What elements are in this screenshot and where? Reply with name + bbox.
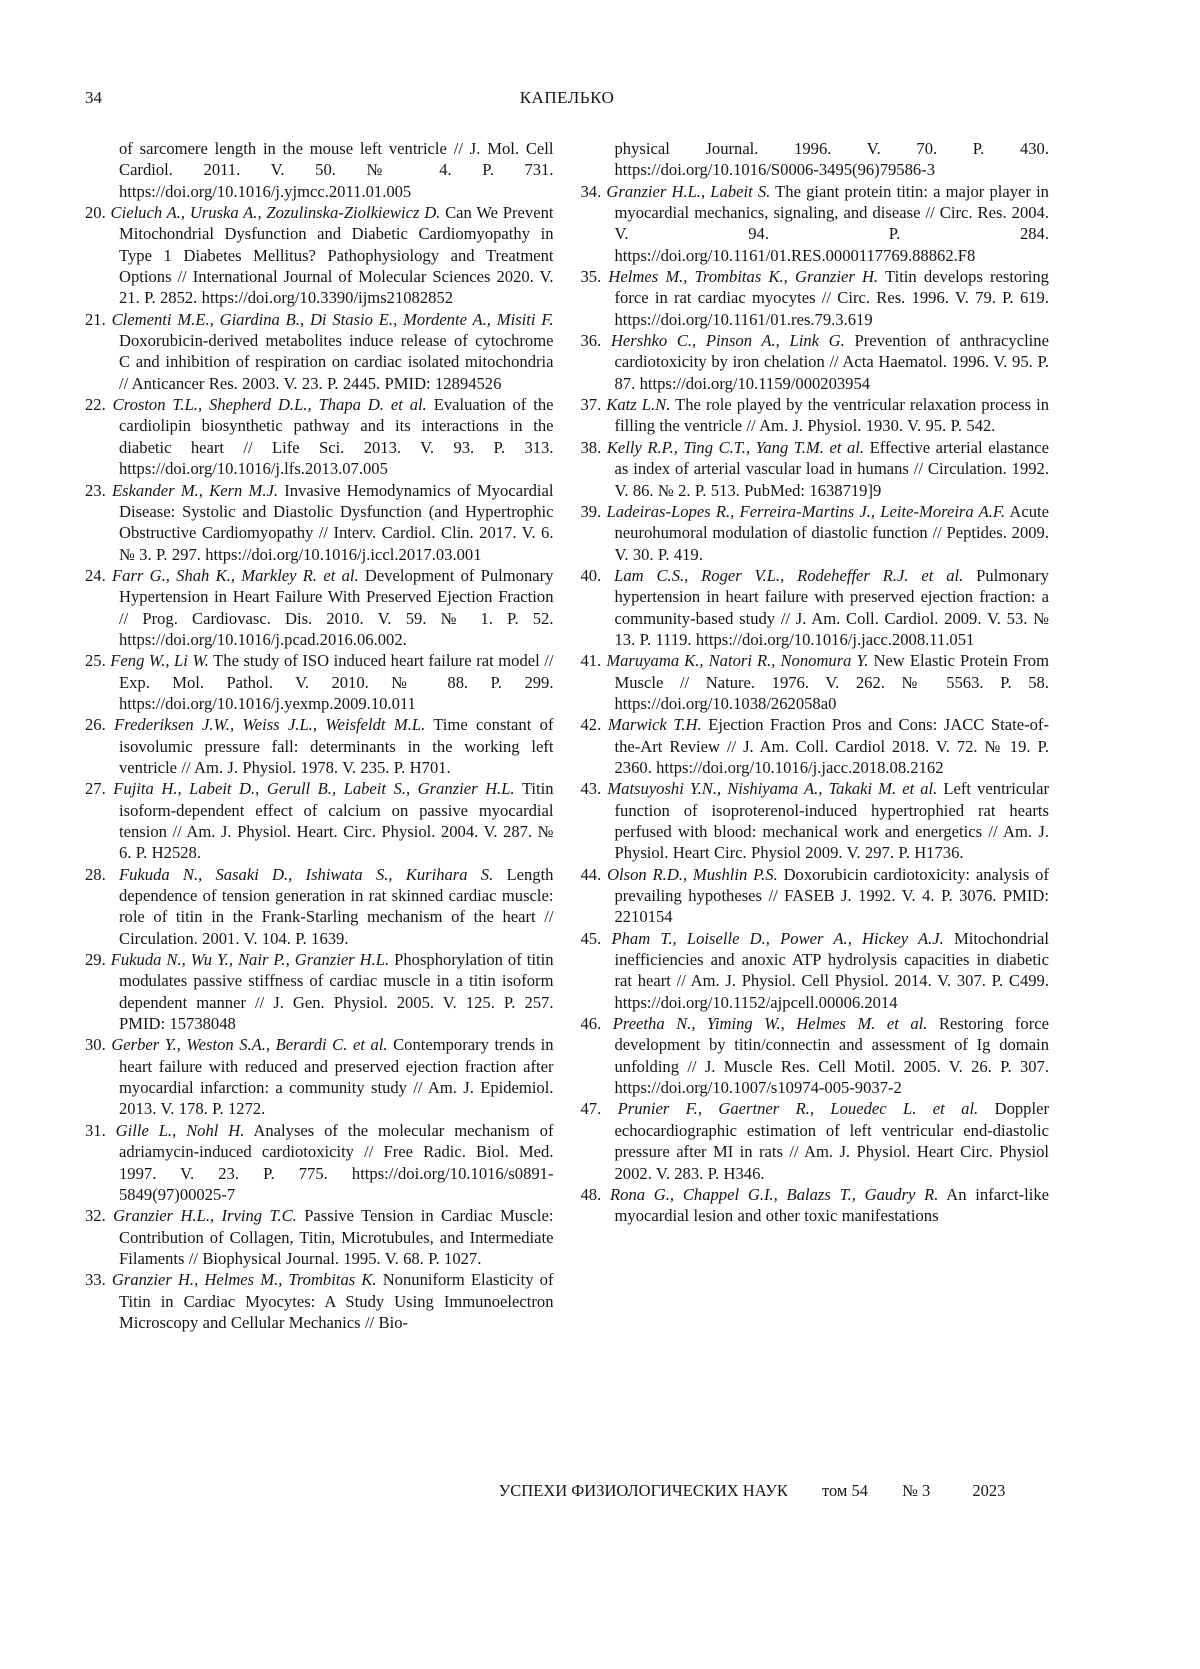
reference-authors: Cieluch A., Uruska A., Zozulinska-Ziolkiewicz D. (110, 203, 441, 223)
reference-text: New Elastic Protein From Muscle // Nature. 1976. V. 262. № 5563. P. 58. https://doi.org/10.1038/262058a0 (614, 651, 1049, 713)
reference-authors: Marwick T.H. (607, 715, 702, 735)
reference-number: 48. (580, 1184, 602, 1204)
reference-item (581, 864, 1050, 928)
reference-text: Acute neurohumoral modulation of diastolic function // Peptides. 2009. V. 30. P. 419. (614, 501, 1049, 564)
reference-authors: Eskander M., Kern M.J. (111, 480, 279, 500)
reference-text: Time constant of isovolumic pressure fall: determinants in the working left ventricle // Am. J. Physiol. 1978. V. 235. P. H701. (119, 715, 554, 777)
reference-text: The giant protein titin: a major player in myocardial mechanics, signaling, and disease // Circ. Res. 2004. V. 94. P. 284. https://doi.org/10.1161/01.RES.0000117769.88862.F8 (614, 181, 1049, 265)
reference-item (581, 1098, 1050, 1183)
reference-number: 28. (85, 864, 106, 884)
reference-authors: Pham T., Loiselle D., Power A., Hickey A.J. (611, 928, 944, 948)
reference-number: 44. (580, 864, 602, 884)
reference-number: 36. (580, 331, 602, 351)
reference-item (85, 202, 554, 309)
reference-text: Restoring force development by titin/connectin and assessment of Ig domain unfolding // J. Muscle Res. Cell Motil. 2005. V. 26. P. 307. https://doi.org/10.1007/s10974-005-9037-2 (614, 1014, 1049, 1098)
reference-number: 40. (580, 565, 602, 585)
references-column-right (581, 138, 1050, 1333)
running-head: КАПЕЛЬКО (519, 88, 615, 107)
reference-text: Prevention of anthracycline cardiotoxicity by iron chelation // Acta Haematol. 1996. V. 95. P. 87. https://doi.org/10.1159/000203954 (614, 331, 1049, 393)
reference-number: 42. (580, 715, 602, 735)
reference-number: 22. (85, 395, 106, 415)
reference-number: 30. (85, 1035, 106, 1055)
reference-text: Effective arterial elastance as index of arterial vascular load in humans // Circulation. 1992. V. 86. № 2. P. 513. PubMed: 1638719]9 (614, 437, 1049, 500)
reference-text: Mitochondrial inefficiencies and anoxic ATP hydrolysis capacities in diabetic rat heart // Am. J. Physiol. Cell Physiol. 2014. V. 307. P. C499. https://doi.org/10.1152/ajpcell.00006.2014 (614, 928, 1049, 1012)
reference-columns (85, 138, 1049, 1333)
page-number: 34 (85, 88, 102, 107)
reference-text: physical Journal. 1996. V. 70. P. 430. https://doi.org/10.1016/S0006-3495(96)79586-3 (614, 139, 1049, 180)
reference-number: 34. (580, 181, 602, 201)
reference-number: 39. (580, 501, 602, 521)
reference-text: Can We Prevent Mitochondrial Dysfunction and Diabetic Cardiomyopathy in Type 1 Diabetes Mellitus? Pathophysiology and Treatment Options // International Journal of Molecular Sciences 2020. V. 21. P. 2852. https://doi.org/10.3390/ijms21082852 (119, 203, 554, 308)
reference-authors: Feng W., Li W. (110, 651, 209, 671)
footer-volume: том 54 (822, 1481, 868, 1500)
reference-number: 41. (580, 651, 602, 671)
reference-authors: Croston T.L., Shepherd D.L., Thapa D. et al. (112, 395, 427, 415)
reference-authors: Clementi M.E., Giardina B., Di Stasio E., Mordente A., Misiti F. (111, 309, 554, 329)
reference-item (581, 1013, 1050, 1098)
footer-year: 2023 (972, 1481, 1006, 1500)
reference-text: Doxorubicin cardiotoxicity: analysis of prevailing hypotheses // FASEB J. 1992. V. 4. P. 3076. PMID: 2210154 (614, 864, 1049, 927)
reference-text: The study of ISO induced heart failure rat model // Exp. Mol. Pathol. V. 2010. № 88. P. 299. https://doi.org/10.1016/j.yexmp.2009.10.011 (119, 651, 554, 713)
reference-item (581, 714, 1050, 778)
reference-authors: Fujita H., Labeit D., Gerull B., Labeit S., Granzier H.L. (113, 779, 515, 799)
reference-item (85, 565, 554, 650)
reference-authors: Maruyama K., Natori R., Nonomura Y. (606, 651, 869, 671)
reference-item (581, 928, 1050, 1013)
reference-item (581, 394, 1050, 437)
reference-item (581, 778, 1050, 863)
reference-authors: Frederiksen J.W., Weiss J.L., Weisfeldt M.L. (114, 715, 426, 735)
reference-number: 43. (580, 779, 602, 799)
reference-number: 25. (85, 651, 106, 671)
reference-item (581, 1184, 1050, 1227)
reference-number: 21. (85, 309, 106, 329)
reference-authors: Kelly R.P., Ting C.T., Yang T.M. et al. (606, 437, 865, 457)
reference-authors: Gille L., Nohl H. (115, 1120, 245, 1140)
reference-text: Nonuniform Elasticity of Titin in Cardiac Myocytes: A Study Using Immunoelectron Microscopy and Cellular Mechanics // Bio- (119, 1270, 554, 1332)
reference-item (581, 330, 1050, 394)
reference-authors: Granzier H., Helmes M., Trombitas K. (111, 1270, 377, 1290)
reference-item (85, 394, 554, 479)
reference-item (85, 1120, 554, 1205)
reference-item (85, 714, 554, 778)
reference-item (581, 138, 1050, 181)
reference-number: 27. (85, 779, 106, 799)
reference-text: Evaluation of the cardiolipin biosynthetic pathway and its interactions in the diabetic heart // Life Sci. 2013. V. 93. P. 313. https://doi.org/10.1016/j.lfs.2013.07.005 (119, 395, 554, 479)
reference-text: Contemporary trends in heart failure with reduced and preserved ejection fraction after myocardial infarction: a community study // Am. J. Epidemiol. 2013. V. 178. P. 1272. (119, 1035, 554, 1119)
reference-authors: Gerber Y., Weston S.A., Berardi C. et al. (111, 1035, 388, 1055)
reference-text: of sarcomere length in the mouse left ventricle // J. Mol. Cell Cardiol. 2011. V. 50. № 4. P. 731. https://doi.org/10.1016/j.yjmcc.2011.01.005 (119, 139, 554, 201)
reference-number: 31. (85, 1120, 106, 1140)
references-column-left (85, 138, 554, 1333)
reference-number: 29. (85, 950, 106, 970)
reference-text: Invasive Hemodynamics of Myocardial Disease: Systolic and Diastolic Dysfunction (and Hypertrophic Obstructive Cardiomyopathy // Interv. Cardiol. Clin. 2017. V. 6. № 3. P. 297. https://doi.org/10.1016/j.iccl.2017.03.001 (119, 480, 554, 564)
reference-text: Development of Pulmonary Hypertension in Heart Failure With Preserved Ejection Fraction // Prog. Cardiovasc. Dis. 2010. V. 59. № 1. P. 52. https://doi.org/10.1016/j.pcad.2016.06.002. (119, 565, 554, 649)
reference-authors: Granzier H.L., Labeit S. (606, 181, 771, 201)
reference-text: Titin develops restoring force in rat cardiac myocytes // Circ. Res. 1996. V. 79. P. 619. https://doi.org/10.1161/01.res.79.3.619 (614, 267, 1049, 329)
reference-item (85, 309, 554, 394)
reference-authors: Prunier F., Gaertner R., Louedec L. et al. (617, 1099, 979, 1119)
reference-number: 33. (85, 1270, 106, 1290)
reference-item (581, 565, 1050, 650)
reference-text: Length dependence of tension generation in rat skinned cardiac muscle: role of titin in the Frank-Starling mechanism of the heart // Circulation. 2001. V. 104. P. 1639. (119, 864, 554, 948)
reference-authors: Farr G., Shah K., Markley R. et al. (112, 565, 359, 585)
journal-footer (85, 1481, 1049, 1501)
reference-number: 38. (580, 437, 602, 457)
reference-text: Titin isoform-dependent effect of calcium on passive myocardial tension // Am. J. Physiol. Heart. Circ. Physiol. 2004. V. 287. № 6. P. H2528. (119, 779, 554, 863)
footer-journal-name: УСПЕХИ ФИЗИОЛОГИЧЕСКИХ НАУК (498, 1481, 788, 1500)
reference-number: 20. (85, 203, 106, 223)
reference-text: The role played by the ventricular relaxation process in filling the ventricle // Am. J. Physiol. 1930. V. 95. P. 542. (614, 395, 1050, 436)
reference-item (85, 778, 554, 863)
reference-text: Left ventricular function of isoproterenol-induced hypertrophied rat hearts perfused with blood: mechanical work and energetics // Am. J. Physiol. Heart Circ. Physiol 2009. V. 297. P. H1736. (614, 779, 1049, 863)
reference-item (85, 480, 554, 565)
reference-text: Doppler echocardiographic estimation of left ventricular end-diastolic pressure after MI in rats // Am. J. Physiol. Heart Circ. Physiol 2002. V. 283. P. H346. (614, 1099, 1049, 1183)
reference-number: 32. (85, 1206, 106, 1226)
reference-text: Pulmonary hypertension in heart failure with preserved ejection fraction: a community-based study // J. Am. Coll. Cardiol. 2009. V. 53. № 13. P. 1119. https://doi.org/10.1016/j.jacc.2008.11.051 (614, 565, 1049, 649)
reference-text: Analyses of the molecular mechanism of adriamycin-induced cardiotoxicity // Free Radic. Biol. Med. 1997. V. 23. P. 775. https://doi.org/10.1016/s0891-5849(97)00025-7 (119, 1120, 554, 1204)
reference-item (85, 1034, 554, 1119)
reference-item (85, 949, 554, 1034)
reference-text: Ejection Fraction Pros and Cons: JACC State-of-the-Art Review // J. Am. Coll. Cardiol 2018. V. 72. № 19. P. 2360. https://doi.org/10.1016/j.jacc.2018.08.2162 (614, 715, 1049, 777)
page-header (85, 88, 1049, 112)
reference-text: Doxorubicin-derived metabolites induce release of cytochrome C and inhibition of respiration on cardiac isolated mitochondria // Anticancer Res. 2003. V. 23. P. 2445. PMID: 12894526 (119, 331, 554, 393)
reference-number: 45. (580, 928, 602, 948)
reference-authors: Hershko C., Pinson A., Link G. (610, 331, 845, 351)
reference-item (581, 181, 1050, 266)
reference-number: 37. (580, 395, 602, 415)
reference-authors: Granzier H.L., Irving T.C. (113, 1206, 297, 1226)
reference-item (581, 650, 1050, 714)
reference-authors: Katz L.N. (606, 395, 671, 415)
reference-authors: Fukuda N., Sasaki D., Ishiwata S., Kurihara S. (118, 864, 494, 884)
reference-item (581, 266, 1050, 330)
reference-item (85, 1269, 554, 1333)
reference-text: Phosphorylation of titin modulates passive stiffness of cardiac muscle in a titin isoform dependent manner // J. Gen. Physiol. 2005. V. 125. P. 257. PMID: 15738048 (119, 950, 554, 1034)
reference-authors: Rona G., Chappel G.I., Balazs T., Gaudry R. (610, 1184, 939, 1204)
reference-text: Passive Tension in Cardiac Muscle: Contribution of Collagen, Titin, Microtubules, and Intermediate Filaments // Biophysical Journal. 1995. V. 68. P. 1027. (119, 1206, 554, 1268)
reference-authors: Helmes M., Trombitas K., Granzier H. (608, 267, 879, 287)
reference-authors: Preetha N., Yiming W., Helmes M. et al. (612, 1014, 928, 1034)
reference-item (85, 1205, 554, 1269)
reference-text: An infarct-like myocardial lesion and other toxic manifestations (614, 1184, 1050, 1226)
reference-authors: Lam C.S., Roger V.L., Rodeheffer R.J. et al. (614, 565, 964, 585)
reference-item (85, 864, 554, 949)
reference-authors: Matsuyoshi Y.N., Nishiyama A., Takaki M. et al. (607, 779, 938, 799)
reference-number: 26. (85, 715, 106, 735)
reference-number: 46. (580, 1014, 602, 1034)
reference-number: 47. (580, 1099, 602, 1119)
reference-item (85, 650, 554, 714)
reference-number: 23. (85, 480, 106, 500)
reference-item (85, 138, 554, 202)
reference-authors: Ladeiras-Lopes R., Ferreira-Martins J., Leite-Moreira A.F. (606, 501, 1006, 521)
reference-authors: Olson R.D., Mushlin P.S. (607, 864, 778, 884)
reference-item (581, 437, 1050, 501)
footer-issue: № 3 (902, 1481, 931, 1500)
reference-number: 24. (85, 565, 106, 585)
reference-authors: Fukuda N., Wu Y., Nair P., Granzier H.L. (110, 950, 390, 970)
reference-item (581, 501, 1050, 565)
reference-number: 35. (580, 267, 602, 287)
